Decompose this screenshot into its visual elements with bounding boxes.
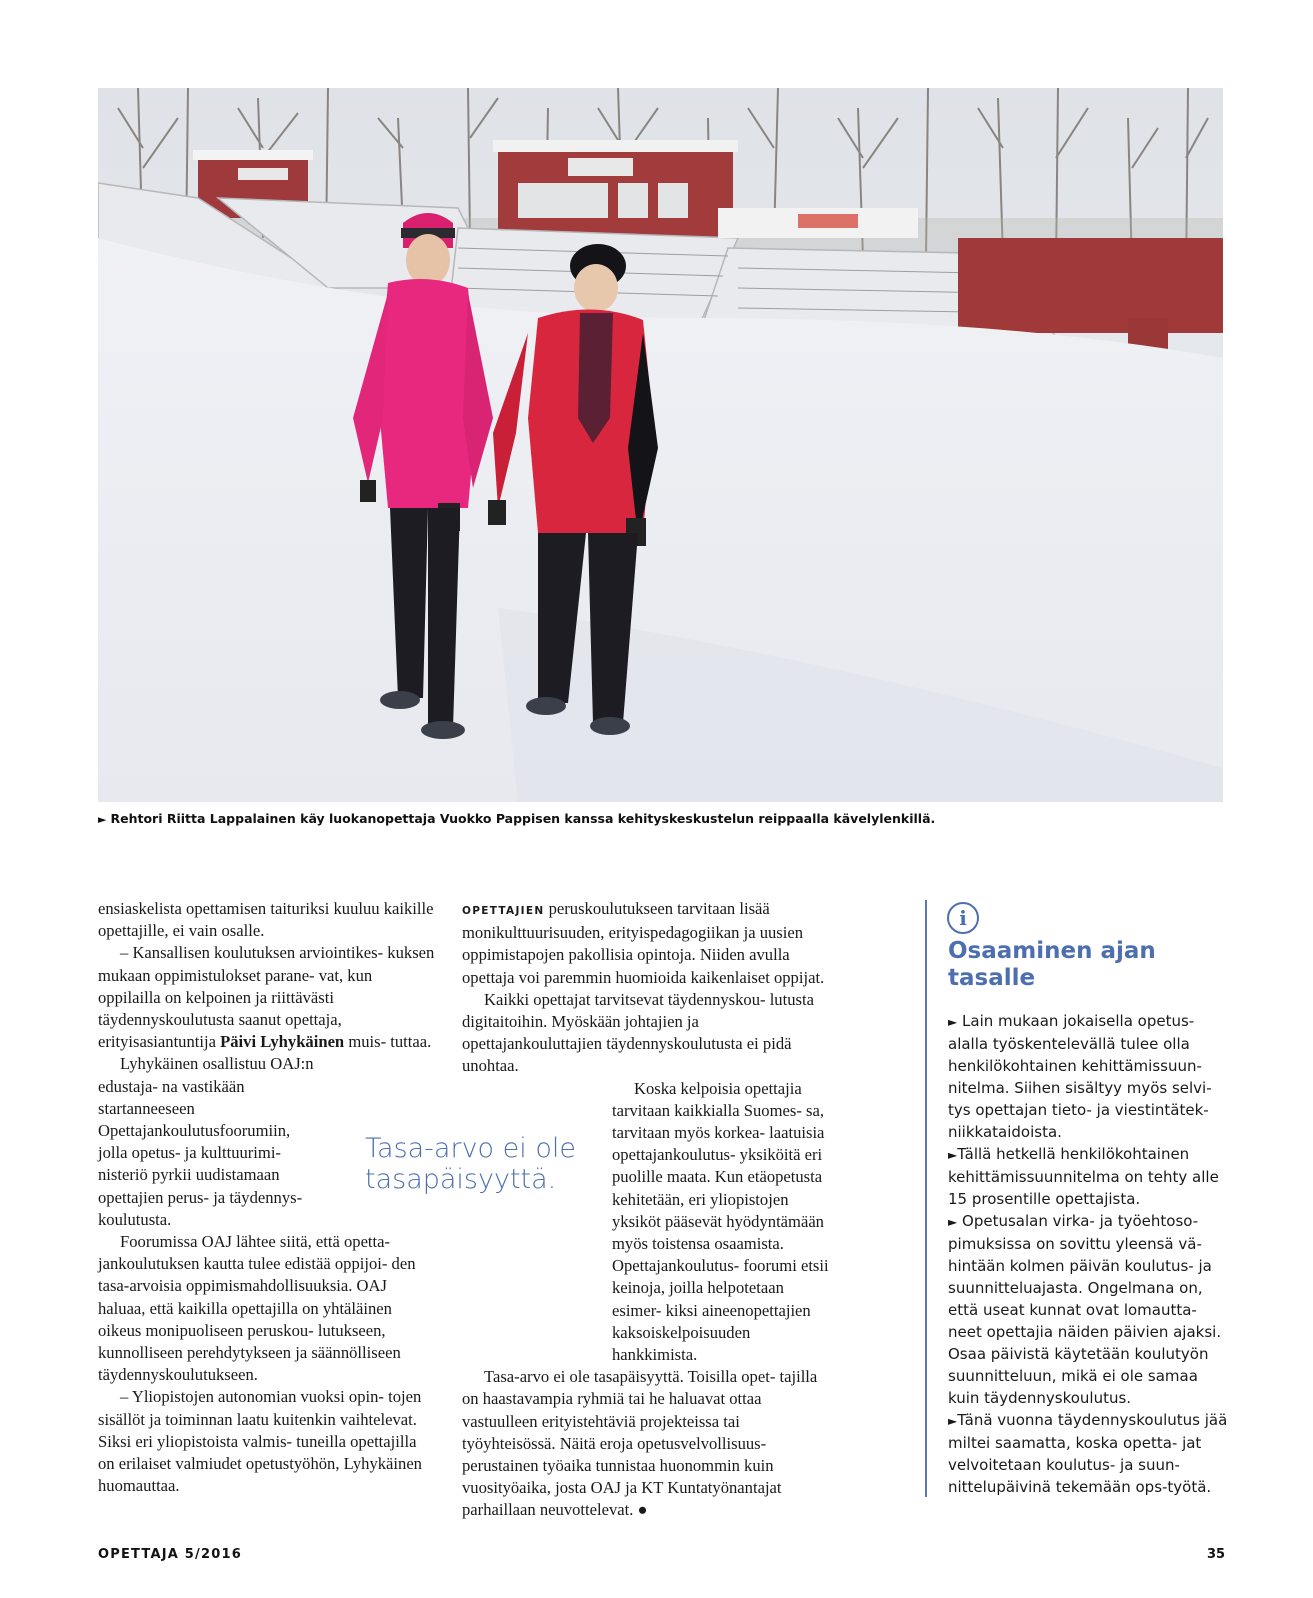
col2-paragraph-3: Koska kelpoisia opettajia tarvitaan kaikkialla Suomes- sa, tarvitaan myös korkea- laatuisia opettajankoulutus- yksiköitä eri puolille maata. Kun etäopetusta kehitetään, eri yliopistojen yksiköt pääsevät hyödyntämään myös toistensa osaamista. Opettajankoulutus- foorumi etsii keinoja, joilla helpotetaan esimer- kiksi aineenopettajien kaksoiskelpoisuuden hankkimista.: [612, 1078, 829, 1365]
col1-paragraph-4: Foorumissa OAJ lähtee siitä, että opetta- jankoulutuksen kautta tulee edistää oppijoi- den tasa-arvoisia oppimismahdollisuuksia. OAJ haluaa, että kaikilla opettajilla on yhtäläinen oikeus monipuoliseen peruskou- lutukseen, kunnolliseen perehdytykseen ja säännölliseen täydennyskoulutukseen.: [98, 1232, 416, 1385]
sidebar-item: [948, 1210, 1228, 1409]
arrow-icon: ►: [948, 1015, 958, 1029]
article-photo: [98, 88, 1223, 802]
arrow-icon: ►: [948, 1148, 958, 1162]
caption-text: Rehtori Riitta Lappalainen käy luokanopettaja Vuokko Pappisen kanssa kehityskeskustelun reippaalla kävelylenkillä.: [110, 811, 936, 826]
info-icon: i: [947, 902, 979, 934]
col2-paragraph-4-text: Tasa-arvo ei ole tasapäisyyttä. Toisilla opet- tajilla on haastavampia ryhmiä tai he haluavat ottaa vastuulleen erityistehtäviä projekteissa tai työyhteisössä. Näitä eroja opetusvelvollisuus- perustainen työaika tunnistaa huonommin kuin vuosityöaika, josta OAJ ja KT Kuntatyönantajat parhaillaan neuvottelevat.: [462, 1367, 818, 1520]
expert-name: Päivi Lyhykäinen: [220, 1032, 345, 1052]
col1-paragraph-2-text-a: – Kansallisen koulutuksen arviointikes- kuksen mukaan oppimistulokset parane- vat, kun oppilailla on kelpoinen ja riittävästi täydennyskoulutusta saanut opettaja, erityisasiantuntija: [98, 943, 435, 1052]
pull-quote: Tasa-arvo ei ole tasapäisyyttä.: [365, 1133, 576, 1195]
page-number: 35: [1207, 1547, 1226, 1562]
article-column-2: [462, 898, 832, 1522]
end-mark-icon: ●: [637, 1500, 648, 1520]
col1-paragraph-2-text-b: muis- tuttaa.: [344, 1032, 432, 1052]
magazine-issue: OPETTAJA 5/2016: [98, 1547, 242, 1562]
sidebar-body: [948, 1010, 1228, 1498]
sidebar-item-text: Opetusalan virka- ja työehtoso- pimuksissa on sovittu yleensä vä- hintään kolmen päivän koulutus- ja suunnitteluajasta. Ongelmana on, että useat kunnat ovat lomautta- neet opettajia näiden päivien ajaksi. Osaa päivistä käytetään koulutyön suunnitteluun, mikä ei ole samaa kuin täydennyskoulutus.: [948, 1212, 1222, 1407]
arrow-icon: ►: [948, 1414, 958, 1428]
col1-paragraph-2: [98, 942, 435, 1053]
photo-illustration: [98, 88, 1223, 802]
col2-paragraph-4: [462, 1366, 832, 1521]
col1-paragraph-3: Lyhykäinen osallistuu OAJ:n edustaja- na vastikään startanneeseen Opettajankoulutusfoorumiin, jolla opetus- ja kulttuurimi- nisteriö pyrkii uudistamaan opettajien perus- ja täydennys- koulutusta.: [98, 1054, 314, 1229]
sidebar-rule: [925, 900, 927, 1497]
photo-caption: [98, 811, 1223, 826]
kicker: OPETTAJIEN: [462, 905, 545, 917]
sidebar-item: [948, 1409, 1228, 1498]
sidebar-item-text: Tällä hetkellä henkilökohtainen kehittämissuunnitelma on tehty alle 15 prosentille opettajista.: [948, 1145, 1219, 1208]
col2-paragraph-1-text: peruskoulutukseen tarvitaan lisää monikulttuurisuuden, erityispedagogiikan ja uusien oppimistapojen pakollisia opintoja. Niiden avulla opettaja voi paremmin huomioida kaikenlaiset oppijat.: [462, 899, 825, 987]
arrow-icon: ►: [948, 1215, 958, 1229]
col2-paragraph-2: Kaikki opettajat tarvitsevat täydennyskou- lutusta digitaitoihin. Myöskään johtajien ja opettajankouluttajien täydennyskoulutusta ei pidä unohtaa.: [462, 989, 814, 1076]
sidebar-title: Osaaminen ajan tasalle: [948, 938, 1156, 991]
sidebar-item: [948, 1010, 1228, 1143]
col1-paragraph-5: – Yliopistojen autonomian vuoksi opin- tojen sisällöt ja toiminnan laatu kuitenkin vaihtelevat. Siksi eri yliopistoista valmis- tuneilla opettajilla on erilaiset valmiudet opetustyöhön, Lyhykäinen huomauttaa.: [98, 1387, 422, 1496]
col1-paragraph-1: ensiaskelista opettamisen taituriksi kuuluu kaikille opettajille, ei vain osalle.: [98, 899, 434, 941]
sidebar-item: [948, 1143, 1228, 1210]
caption-arrow-icon: ►: [98, 813, 107, 826]
sidebar-item-text: Lain mukaan jokaisella opetus- alalla työskentelevällä tulee olla henkilökohtainen kehittämissuun- nitelma. Siihen sisältyy myös selvi- tys opettajan tieto- ja viestintätek- niikkataidoista.: [948, 1012, 1212, 1141]
sidebar-item-text: Tänä vuonna täydennyskoulutus jää miltei saamatta, koska opetta- jat velvoitetaan koulutus- ja suun- nittelupäivinä tekemään ops-työtä.: [948, 1411, 1228, 1496]
article-column-1: [98, 898, 435, 1497]
col2-paragraph-1: [462, 898, 832, 989]
